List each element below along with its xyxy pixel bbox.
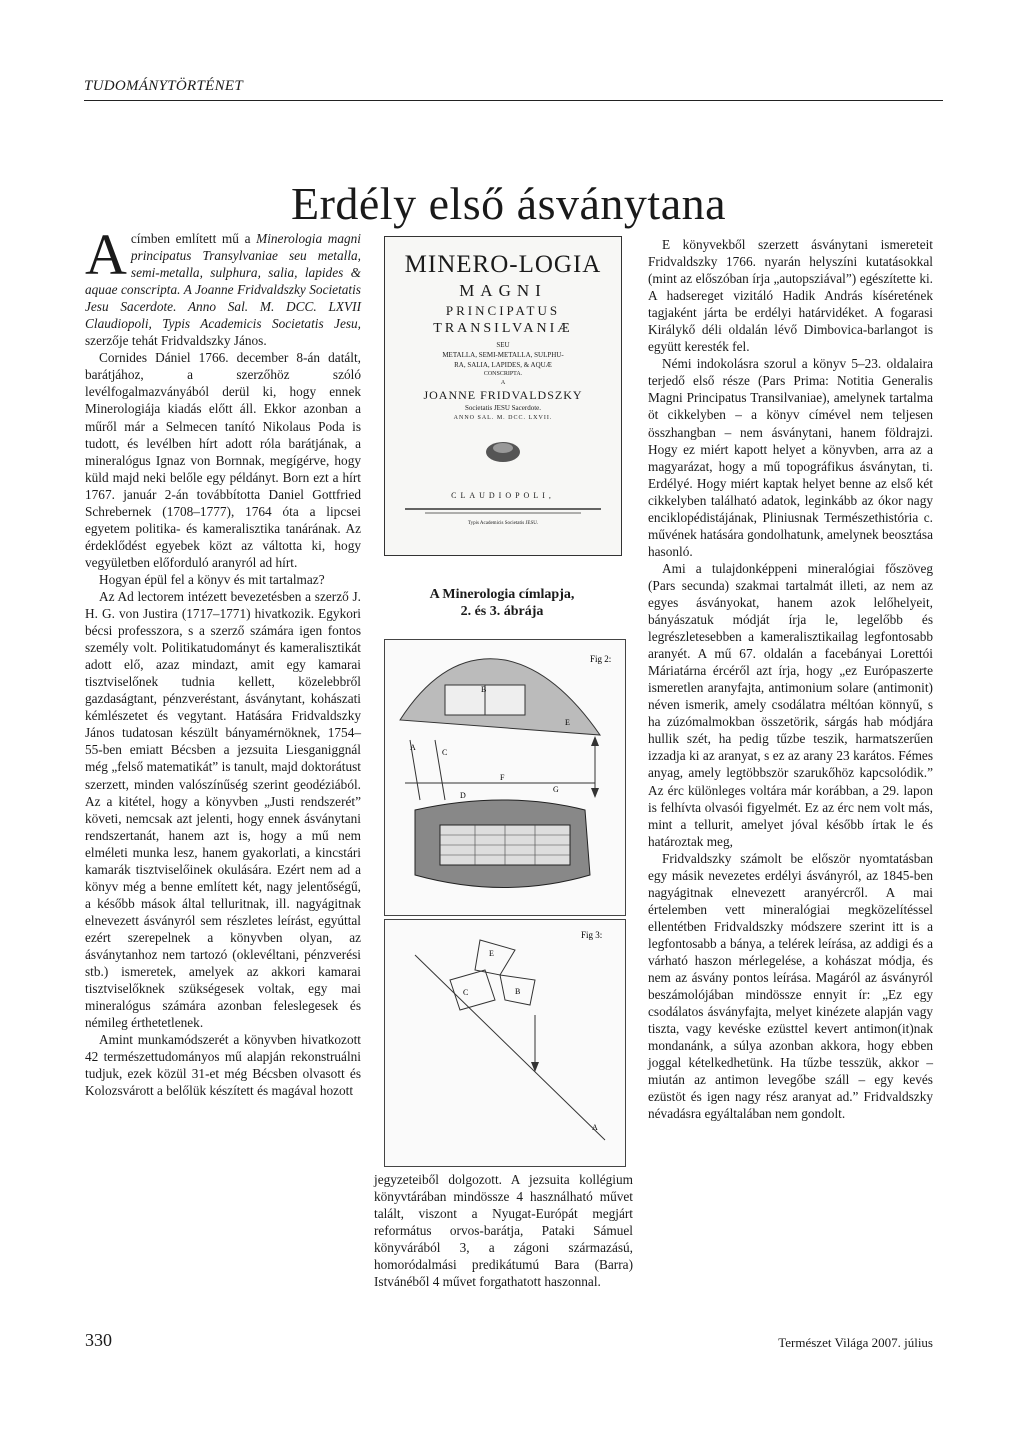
printer-ornament: [385, 237, 621, 555]
figure-letter: B: [481, 685, 487, 694]
figure-label: Fig 3:: [581, 930, 603, 940]
cover-line: MINERO-LOGIA: [404, 251, 602, 278]
figure-letter: D: [460, 791, 466, 800]
figure-letter: G: [553, 785, 559, 794]
figure-letter: B: [515, 987, 521, 996]
cover-line: ANNO SAL. M. DCC. LXVII.: [453, 415, 553, 421]
text-run: címben említett mű a: [130, 231, 257, 246]
journal-footer: Természet Világa 2007. július: [778, 1335, 933, 1350]
figure-letter: E: [565, 718, 570, 727]
paragraph: jegyzeteiből dolgozott. A jezsuita kollégium könyvtárában mindössze 4 használható művet talált, viszont a Nyugat-Európát megjárt református orvos-barátja, Pataki Sámuel könyvárából 3, a zágoni származású, homoródalmási predikátumú Bara (Barra) Istvánéből 4 művet forgathatott haszonnal.: [374, 1172, 633, 1290]
cover-line: SEU: [496, 341, 510, 349]
cover-line: METALLA, SEMI-METALLA, SULPHU-: [442, 351, 564, 359]
section-label: TUDOMÁNYTÖRTÉNET: [84, 78, 243, 94]
cover-line: CONSCRIPTA.: [483, 371, 523, 377]
figure-3-drawing: [385, 920, 625, 1166]
paragraph: Az Ad lectorem intézett bevezetésben a szerző J. H. G. von Justira (1717–1771) hivatkozik. Egykori bécsi professzora, s a szerző számára igen fontos személy volt. Politikatudományt és kameralisztikát adott elő, azaz mindazt, amit egy kamarai tisztviselőnek tudnia kellett, közelebbről gazdaságtant, pénzveréstant, ásványtant, kohászati kémlészetet és vegytant. Hatására Fridvaldszky János tudatosan készült bányamérnöknek, 1754–55-ben emiatt Bécsben a jezsuita Liesganiggnál még „felső matematikát” is tanult, majd doktorátust szerzett, minden valószínűség szerint geodéziából. Az a kitétel, hogy a könyvben „Justi rendszerét” követi, nemcsak azt jelenti, hogy ennek ásványtani rendszertanát, hanem azt is, hogy a mű nem elméleti munka lesz, hanem gyakorlati, a kincstári kamarák tisztviselőinek okulására. Ezért nem ad a könyv még a benne említett két, nagy jelentőségű, a később mások által telluritnak, ill. nagyágitnak elnevezett ásványról sem részletes leírást, egyúttal ezért szerepelnek a könyvben olyan, az ásványtanhoz nem tartozó (oklevéltani, pénzverési stb.) ismeretek, amelyek az akkori kamarai tisztviselőknek szükségesek voltak, egy mai mineralógus számára azonban feleslegesek és némileg érthetetlenek.: [85, 588, 361, 1031]
text-run: szerzője tehát Fridvaldszky János.: [85, 333, 267, 349]
figure-3-engraving: [384, 919, 626, 1167]
cover-line: A: [500, 380, 506, 386]
article-title: Erdély első ásványtana: [290, 177, 727, 229]
paragraph: [85, 222, 361, 349]
cover-line: RA, SALIA, LAPIDES, & AQUÆ: [454, 361, 552, 369]
figure-letter: A: [410, 743, 416, 752]
paragraph: Hogyan épül fel a könyv és mit tartalmaz?: [99, 571, 325, 587]
figure-caption: [384, 586, 620, 620]
book-title-italic: Minerologia magni principatus Transylvaniae seu metalla, semi-metalla, sulphura, salia, lapides & aquae conscripta. A Joanne Fridvaldszky Societatis Jesu Sacerdote. Anno Sal. M. DCC. LXVII Claudiopoli, Typis Academicis Societatis Jesu,: [85, 231, 361, 332]
column-right: [648, 236, 933, 1122]
figure-letter: C: [442, 748, 448, 757]
paragraph: Némi indokolásra szorul a könyv 5–23. oldalaira terjedő első része (Pars Prima: Notitia Generalis Magni Principatus Transilvaniae), amelynek tartalma öt cikkelyben – a könyv címével nem teljesen összhangban – nem ásványtani, hanem földrajzi. Hogy ez miért kapott helyet a könyvben, arra az a magyarázat, hogy a mű topográfikus ásványtan, ti. Erdélyé. Hogy miért kaptak helyet benne az első két cikkelyben található adatok, leginkább az ókor nagy enciklopédistájának, Pliniusnak Természethistória c. művének hatására gondolhatunk, amelynek beosztása hasonló.: [648, 356, 933, 559]
caption-line: 2. és 3. ábrája: [460, 604, 544, 619]
paragraph: Cornides Dániel 1766. december 8-án datált, barátjához, a szerzőhöz szóló levélfogalmazványából derül ki, hogy ennek Minerologiája kiadás előtt áll. Ekkor azonban a műről már a Selmecen tanító Nikolaus Poda is tudott, és levélben hírt adott róla barátjának, a mineralógus Ignaz von Bornnak, megígérve, hogy küld majd neki belőle egy példányt. Born ezt a hírt 1767. január 2-án továbbította Daniel Gottfried Schrebernek (1708–1777), 1764 óta a lipcsei egyetem politika- és kameralisztika tanárának. Az érdeklődést egyebek közt az váltotta ki, hogy vegyületben előforduló aranyról ad hírt.: [85, 350, 361, 570]
figure-label: Fig 2:: [590, 654, 612, 664]
drop-cap: A: [85, 222, 127, 287]
paragraph: Fridvaldszky számolt be először nyomtatásban egy másik nevezetes erdélyi ásványról, az 1845-ben nagyágitnak elnevezett aranyércről. A mai értelemben vett mineralógiai megközelítéssel ellentétben Fridvaldszky módszere szerint itt is a legfontosabb a bánya, a telérek leírása, az addigi és a várható haszon mérlegelése, a kohászat módja, és nem az ásvány pontos leírása. Magáról az ásványról beszámolójában mindössze ennyit ír: „Ez egy csodálatos ásványfajta, melyet kinézete alapján vagy tiszta, vagy kevéske ezüsttel kevert antimon(it)nak mondanánk, a súlya azonban akkora, hogy ebben joggal kételkedhetünk. Ha tűzbe tesszük, akkor – miután az antimon levegőbe száll – egy kevés ezüstöt és igen nagy rész aranyat ad.” Fridvaldszky névadásra egyáltalában nem gondolt.: [648, 850, 933, 1122]
cover-line: PRINCIPATUS: [445, 303, 561, 318]
paragraph: Ami a tulajdonképpeni mineralógiai főszöveg (Pars secunda) szakmai tartalmát illeti, az nem az egyes ásványokat, hanem azok lelőhelyeit, bányászatuk módját írja le, legelőbb és legrészletesebben a kameralisztikailag legfontosabb aranyét. A mű 67. oldalán a facebányai Lorettói Máriatárna ércéről azt írja, hogy „ez Európaszerte ismeretlen aranyfajta, antimonium solare (antimonit) néven ismerik, amely csodálatra méltóan könnyű, s ha zúzómalmokban összetörik, sárgás hab módjára hullik szét, ha pedig tűzbe teszik, harmatszerűen izzadja ki az aranyat, s ez az arany 23 karátos. Fémes anyag, amely legtöbbször szarukőhöz kapcsolódik.” Az érc különleges voltára már korábban, a 29. lapon is felhívta olvasói figyelmét. Ez az érc nem volt más, mint a tellurit, amelyet jóval később írtak le és határoztak meg,: [648, 560, 933, 849]
column-middle: [374, 1171, 633, 1290]
cover-line: CLAUDIOPOLI,: [451, 491, 555, 500]
figure-letter: E: [489, 949, 494, 958]
caption-line: A Minerologia címlapja,: [429, 587, 575, 602]
paragraph: Amint munkamódszerét a könyvben hivatkozott 42 természettudományos mű alapján rekonstruálni tudjuk, ezek közül 31-et még Bécsben olvasott és Kolozsvárott a belőlük készített és magával hozott: [85, 1032, 361, 1099]
figure-letter: A: [592, 1123, 598, 1132]
cover-line: Societatis JESU Sacerdote.: [464, 404, 541, 412]
title-page-image: [384, 236, 622, 556]
cover-line: TRANSILVANIÆ: [433, 321, 573, 336]
header-rule: [84, 100, 943, 101]
figure-2-drawing: [385, 640, 625, 915]
cover-line: JOANNE FRIDVALDSZKY: [423, 388, 583, 402]
cover-line: Typis Academicis Societatis JESU.: [467, 521, 539, 526]
column-left: [85, 222, 361, 1099]
cover-line: MAGNI: [459, 281, 547, 300]
figure-letter: C: [463, 988, 469, 997]
figure-2-engraving: [384, 639, 626, 916]
figure-letter: F: [500, 773, 505, 782]
paragraph: E könyvekből szerzett ásványtani ismereteit Fridvaldszky 1766. nyarán helyszíni kutatásokkal (mint az előszóban írja „autopsziával”) egészítette ki. A hadsereget vizitáló Hadik András kíséretének tagjaként járta be erdélyi határvidéket. A fogarasi Királykő déli oldalán lévő Dimbovica-barlangot is együtt keresték fel.: [648, 237, 933, 355]
page-number: 330: [85, 1330, 112, 1350]
